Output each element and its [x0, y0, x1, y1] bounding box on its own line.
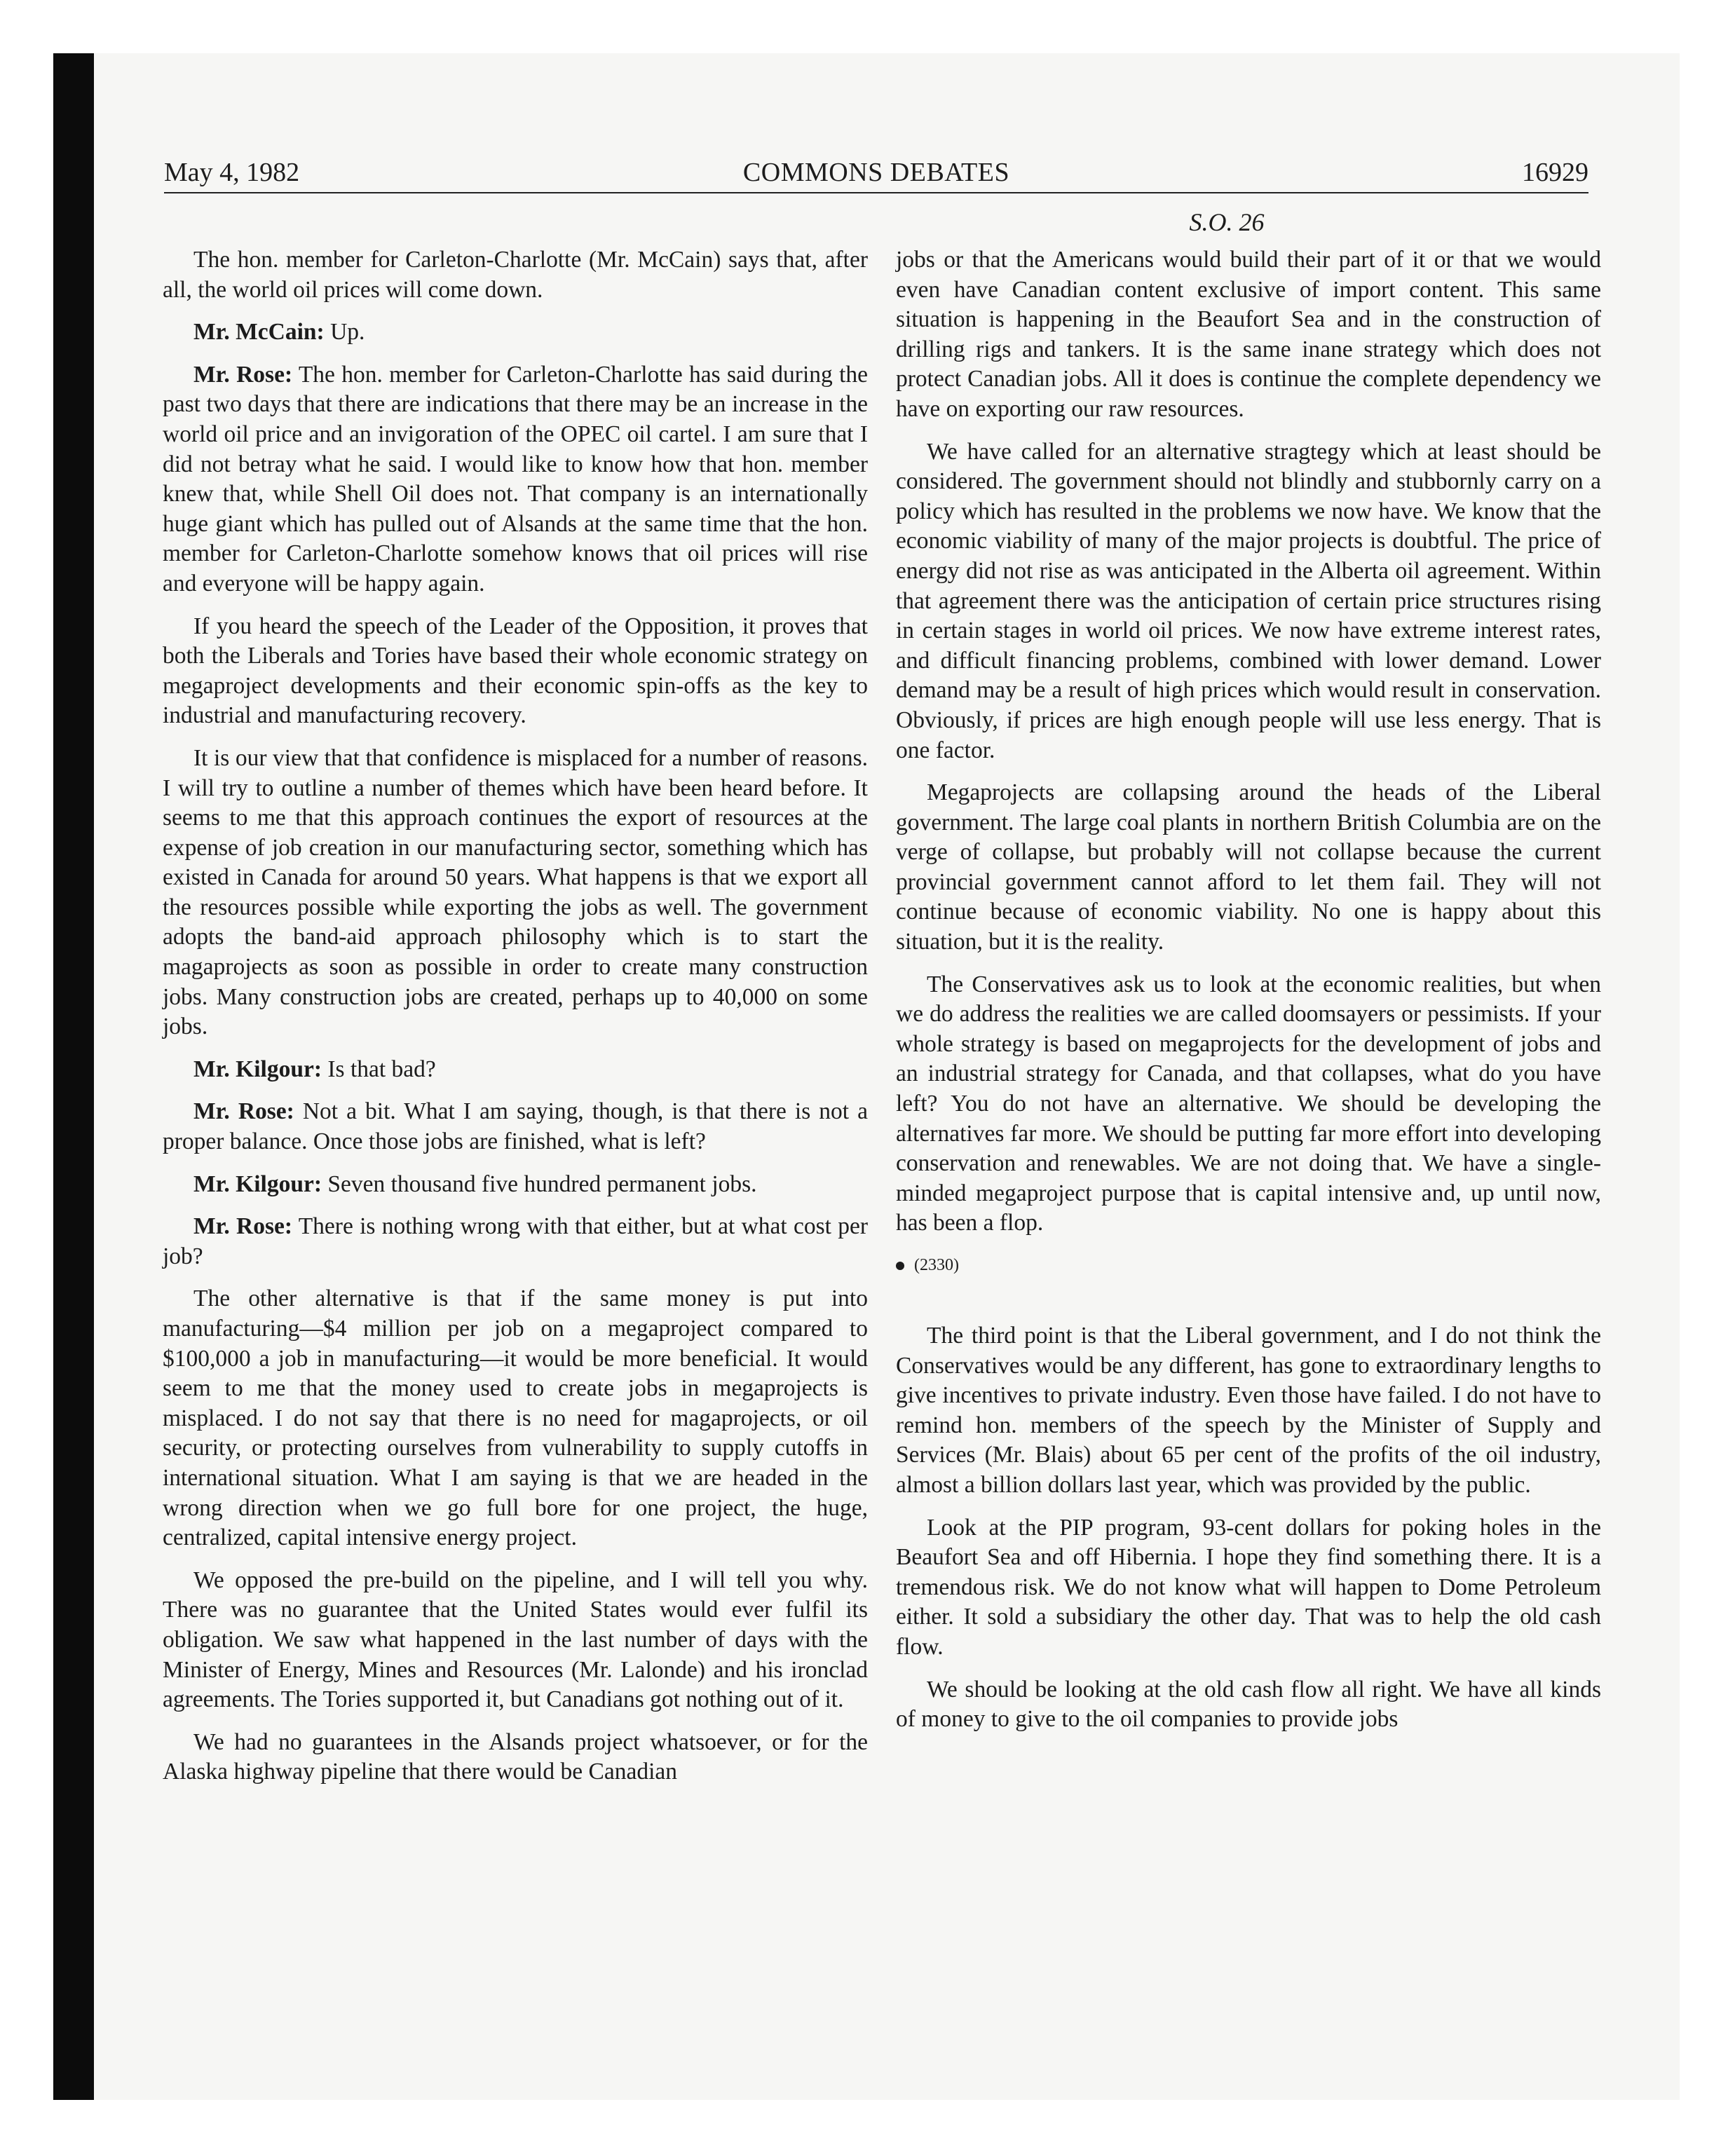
scan-edge-bar: [53, 53, 94, 2100]
running-head: [164, 153, 1588, 192]
speaker-name: Mr. Kilgour:: [193, 1056, 322, 1082]
paragraph: We had no guarantees in the Alsands project whatsoever, or for the Alaska highway pipeline that there would be Canadian: [163, 1728, 868, 1785]
paragraph: We should be looking at the old cash flow all right. We have all kinds of money to give to the oil companies to provide jobs: [896, 1676, 1601, 1733]
paragraph: Megaprojects are collapsing around the heads of the Liberal government. The large coal plants in northern British Columbia are on the verge of collapse, but probably will not collapse because the current provincial government cannot afford to let them fail. They will not continue because of economic viability. No one is happy about this situation, but it is the reality.: [896, 779, 1601, 955]
paragraph: We have called for an alternative stragtegy which at least should be considered. The government should not blindly and stubbornly carry on a policy which has resulted in the problems we now have. We know that the economic viability of many of the major projects is doubtful. The price of energy did not rise as was anticipated in the Alberta oil agreement. Within that agreement there was the anticipation of certain price structures rising in certain stages in world oil prices. We now have extreme interest rates, and difficult financing problems, combined with lower demand. Lower demand may be a result of high prices which would result in conservation. Obviously, if prices are high enough people will use less energy. That is one factor.: [896, 438, 1601, 763]
paragraph: Mr. McCain: Up.: [193, 319, 365, 346]
speaker-name: Mr. Rose:: [193, 361, 293, 388]
section-subhead: S.O. 26: [1189, 208, 1265, 236]
paragraph: The hon. member for Carleton-Charlotte (Mr. McCain) says that, after all, the world oil prices will come down.: [163, 247, 868, 303]
speaker-name: Mr. Kilgour:: [193, 1171, 322, 1197]
bullet-icon: [896, 1262, 904, 1270]
speaker-name: Mr. McCain:: [193, 319, 325, 346]
speaker-name: Mr. Rose:: [193, 1098, 294, 1125]
paragraph: Mr. Rose: The hon. member for Carleton-Charlotte has said during the past two days that there are indications that there may be an increase in the world oil price and an invigoration of the OPEC oil cartel. I am sure that I did not betray what he said. I would like to know how that hon. member knew that, while Shell Oil does not. That company is an internationally huge giant which has pulled out of Alsands at the same time that the hon. member for Carleton-Charlotte somehow knows that oil prices will rise and everyone will be happy again.: [163, 361, 868, 596]
left-column: [163, 245, 868, 1800]
paragraph: The Conservatives ask us to look at the economic realities, but when we do address the realities we are called doomsayers or pessimists. If your whole strategy is based on megaprojects for the development of jobs and an industrial strategy for Canada, and that collapses, what do you have left? You do not have an alternative. We should be developing the alternatives far more. We should be putting far more effort into developing conservation and renewables. We are not doing that. We have a single-minded megaproject purpose that is capital intensive and, up until now, has been a flop.: [896, 971, 1601, 1236]
paragraph: The other alternative is that if the same money is put into manufacturing—$4 million per job on a megaproject compared to $100,000 a job in manufacturing—it would be more beneficial. It would seem to me that the money used to create jobs in megaprojects is misplaced. I do not say that there is no need for magaprojects, or oil security, or protecting ourselves from vulnerability to supply cutoffs in international situation. What I am saying is that we are headed in the wrong direction when we go full bore for one project, the huge, centralized, capital intensive energy project.: [163, 1285, 868, 1551]
header-rule: [164, 192, 1588, 193]
paragraph: Mr. Rose: Not a bit. What I am saying, though, is that there is not a proper balance. Once those jobs are finished, what is left?: [163, 1098, 868, 1155]
paragraph: jobs or that the Americans would build their part of it or that we would even have Canadian content exclusive of import content. This same situation is happening in the Beaufort Sea and in the construction of drilling rigs and tankers. It is the same inane strategy which does not protect Canadian jobs. All it does is continue the complete dependency we have on exporting our raw resources.: [896, 247, 1601, 422]
paragraph: Mr. Kilgour: Is that bad?: [193, 1056, 436, 1082]
header-publication: COMMONS DEBATES: [742, 158, 1010, 187]
paragraph: Mr. Rose: There is nothing wrong with that either, but at what cost per job?: [163, 1213, 868, 1269]
time-marker: [896, 1251, 1601, 1279]
paragraph: If you heard the speech of the Leader of the Opposition, it proves that both the Liberals and Tories have based their whole economic strategy on megaproject developments and their economic spin-offs as the key to industrial and manufacturing recovery.: [163, 613, 868, 729]
right-column: [896, 245, 1601, 1747]
paragraph: The third point is that the Liberal government, and I do not think the Conservatives would be any different, has gone to extraordinary lengths to give incentives to private industry. Even those have failed. I do not have to remind hon. members of the speech by the Minister of Supply and Services (Mr. Blais) about 65 per cent of the profits of the oil industry, almost a billion dollars last year, which was provided by the public.: [896, 1323, 1601, 1498]
paragraph: We opposed the pre-build on the pipeline, and I will tell you why. There was no guarantee that the United States would ever fulfil its obligation. We saw what happened in the last number of days with the Minister of Energy, Mines and Resources (Mr. Lalonde) and his ironclad agreements. The Tories supported it, but Canadians got nothing out of it.: [163, 1567, 868, 1713]
header-date: May 4, 1982: [164, 158, 300, 187]
speaker-name: Mr. Rose:: [193, 1213, 293, 1240]
paragraph: It is our view that that confidence is misplaced for a number of reasons. I will try to outline a number of themes which have been heard before. It seems to me that this approach continues the export of resources at the expense of job creation in our manufacturing sector, something which has existed in Canada for around 50 years. What happens is that we export all the resources possible while exporting the jobs as well. The government adopts the band-aid approach philosophy which is to start the magaprojects as soon as possible in order to create many construction jobs. Many construction jobs are created, perhaps up to 40,000 on some jobs.: [163, 744, 868, 1040]
time-marker-text: (2330): [914, 1256, 959, 1274]
header-page-number: 16929: [1522, 158, 1588, 187]
paragraph: Mr. Kilgour: Seven thousand five hundred permanent jobs.: [193, 1171, 757, 1197]
paragraph: Look at the PIP program, 93-cent dollars for poking holes in the Beaufort Sea and off Hibernia. I hope they find something there. It is a tremendous risk. We do not know what will happen to Dome Petroleum either. It sold a subsidiary the other day. That was to help the old cash flow.: [896, 1514, 1601, 1660]
